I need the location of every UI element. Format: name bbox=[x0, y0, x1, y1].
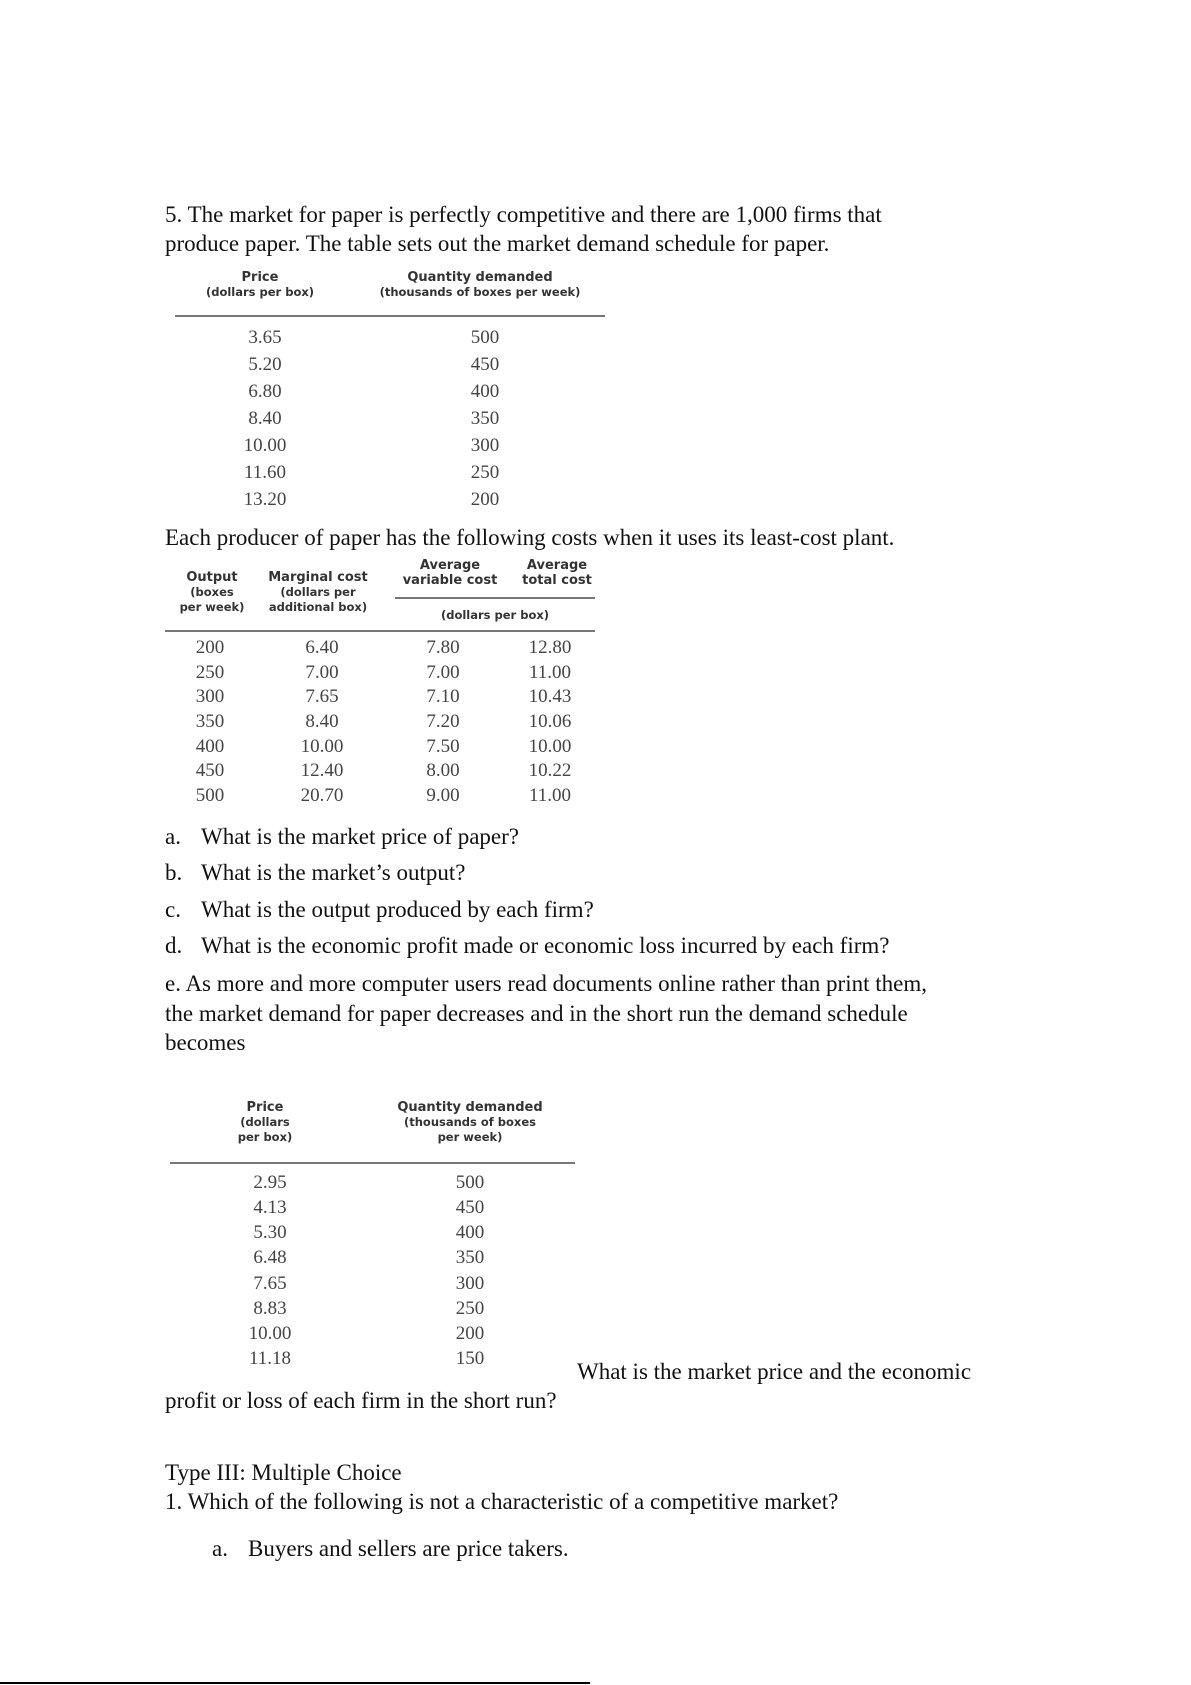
table-cell: 8.00 bbox=[426, 760, 460, 781]
table-cell: 11.60 bbox=[243, 462, 287, 483]
question-text: What is the economic profit made or economic loss incurred by each firm? bbox=[201, 933, 890, 958]
mc-question-1: 1. Which of the following is not a characteristic of a competitive market? bbox=[165, 1489, 839, 1514]
table-cell: 6.80 bbox=[248, 381, 282, 402]
table-cell: 300 bbox=[470, 435, 500, 456]
table-cell: 7.50 bbox=[426, 736, 460, 757]
table-cell: 7.65 bbox=[305, 686, 339, 707]
table-cell: 7.00 bbox=[426, 662, 460, 683]
cost-intro: Each producer of paper has the following costs when it uses its least-cost plant. bbox=[165, 525, 895, 550]
header-sublabel: (dollars per bbox=[280, 585, 356, 599]
table-cell: 10.00 bbox=[528, 736, 572, 757]
page-edge-rule bbox=[0, 1682, 590, 1684]
header-label: Output bbox=[186, 570, 238, 585]
question-e-line-1: e. As more and more computer users read documents online rather than print them, bbox=[165, 971, 927, 996]
table-cell: 450 bbox=[455, 1197, 485, 1218]
table-cell: 200 bbox=[470, 489, 500, 510]
table-cell: 400 bbox=[470, 381, 500, 402]
table-cell: 7.65 bbox=[253, 1273, 287, 1294]
cost-header-output bbox=[172, 570, 252, 615]
demand-header-price bbox=[185, 270, 335, 300]
table-cell: 150 bbox=[455, 1348, 485, 1369]
cost-header-unit bbox=[395, 608, 595, 623]
question-text: What is the market price of paper? bbox=[201, 824, 520, 849]
table-cell: 5.30 bbox=[253, 1222, 287, 1243]
table-cell: 7.10 bbox=[426, 686, 460, 707]
problem-5-intro-line-2: produce paper. The table sets out the market demand schedule for paper. bbox=[165, 231, 830, 256]
demand-header-qty bbox=[365, 270, 595, 300]
table-cell: 7.80 bbox=[426, 637, 460, 658]
header-label: Price bbox=[246, 1100, 284, 1115]
header-label: Average bbox=[526, 558, 588, 573]
table-cell: 10.00 bbox=[248, 1323, 292, 1344]
table-cell: 6.48 bbox=[253, 1247, 287, 1268]
header-label: variable cost bbox=[402, 573, 498, 588]
table-cell: 350 bbox=[470, 408, 500, 429]
table-cell: 10.00 bbox=[300, 736, 344, 757]
question-label: a. bbox=[165, 824, 181, 849]
table-cell: 500 bbox=[470, 327, 500, 348]
question-label: b. bbox=[165, 860, 183, 885]
question-e-line-3: becomes bbox=[165, 1030, 246, 1055]
mc-option-a bbox=[212, 1534, 569, 1563]
section-title: Type III: Multiple Choice bbox=[165, 1460, 402, 1485]
new-demand-header-qty bbox=[385, 1100, 555, 1145]
table-cell: 450 bbox=[195, 760, 225, 781]
table-cell: 350 bbox=[455, 1247, 485, 1268]
question-label: c. bbox=[165, 897, 181, 922]
header-rule bbox=[170, 1162, 575, 1164]
header-sublabel: (dollars per box) bbox=[440, 608, 550, 622]
table-cell: 300 bbox=[455, 1273, 485, 1294]
table-cell: 8.40 bbox=[305, 711, 339, 732]
question-label: d. bbox=[165, 933, 183, 958]
question-text: What is the output produced by each firm? bbox=[201, 897, 594, 922]
table-cell: 8.83 bbox=[253, 1298, 287, 1319]
subheader-rule bbox=[395, 597, 595, 599]
table-cell: 4.13 bbox=[253, 1197, 287, 1218]
table-cell: 6.40 bbox=[305, 637, 339, 658]
question-c bbox=[165, 897, 594, 923]
table-cell: 400 bbox=[455, 1222, 485, 1243]
header-label: Average bbox=[419, 558, 481, 573]
new-demand-header-price bbox=[225, 1100, 305, 1145]
option-label: a. bbox=[212, 1536, 228, 1561]
table-cell: 10.00 bbox=[243, 435, 287, 456]
table-cell: 250 bbox=[195, 662, 225, 683]
table-cell: 500 bbox=[195, 785, 225, 806]
table-cell: 11.00 bbox=[528, 785, 572, 806]
header-sublabel: (thousands of boxes per week) bbox=[379, 285, 581, 299]
header-label: Quantity demanded bbox=[407, 270, 553, 285]
table-cell: 400 bbox=[195, 736, 225, 757]
header-sublabel: additional box) bbox=[268, 600, 368, 614]
table-cell: 11.00 bbox=[528, 662, 572, 683]
table-cell: 10.22 bbox=[528, 760, 572, 781]
table-cell: 13.20 bbox=[243, 489, 287, 510]
table-cell: 300 bbox=[195, 686, 225, 707]
question-d bbox=[165, 933, 889, 959]
cost-header-mc bbox=[258, 570, 378, 615]
table-cell: 7.00 bbox=[305, 662, 339, 683]
table-cell: 250 bbox=[455, 1298, 485, 1319]
header-rule bbox=[175, 315, 605, 317]
table-cell: 2.95 bbox=[253, 1172, 287, 1193]
table-cell: 8.40 bbox=[248, 408, 282, 429]
table-cell: 350 bbox=[195, 711, 225, 732]
header-sublabel: per box) bbox=[237, 1130, 293, 1144]
problem-5-intro-line-1: 5. The market for paper is perfectly competitive and there are 1,000 firms that bbox=[165, 202, 882, 227]
table-cell: 200 bbox=[455, 1323, 485, 1344]
table-cell: 12.80 bbox=[528, 637, 572, 658]
table-cell: 20.70 bbox=[300, 785, 344, 806]
header-sublabel: (dollars per box) bbox=[205, 285, 315, 299]
header-sublabel: per week) bbox=[179, 600, 245, 614]
table-cell: 200 bbox=[195, 637, 225, 658]
table-cell: 500 bbox=[455, 1172, 485, 1193]
question-a bbox=[165, 824, 519, 850]
question-e-line-2: the market demand for paper decreases and in the short run the demand schedule bbox=[165, 1001, 908, 1026]
question-b bbox=[165, 860, 465, 886]
header-sublabel: per week) bbox=[437, 1130, 503, 1144]
cost-header-atc bbox=[512, 558, 602, 588]
table-cell: 7.20 bbox=[426, 711, 460, 732]
table-cell: 3.65 bbox=[248, 327, 282, 348]
header-label: total cost bbox=[522, 573, 592, 588]
table-cell: 9.00 bbox=[426, 785, 460, 806]
header-sublabel: (boxes bbox=[190, 585, 234, 599]
question-text: What is the market’s output? bbox=[201, 860, 466, 885]
table-cell: 10.43 bbox=[528, 686, 572, 707]
table-cell: 12.40 bbox=[300, 760, 344, 781]
header-label: Marginal cost bbox=[268, 570, 368, 585]
cost-header-avc bbox=[395, 558, 505, 588]
header-sublabel: (thousands of boxes bbox=[403, 1115, 536, 1129]
followup-line-2: profit or loss of each firm in the short run? bbox=[165, 1388, 557, 1413]
header-label: Price bbox=[241, 270, 279, 285]
table-cell: 250 bbox=[470, 462, 500, 483]
table-cell: 11.18 bbox=[248, 1348, 292, 1369]
header-sublabel: (dollars bbox=[240, 1115, 290, 1129]
header-rule bbox=[165, 630, 595, 632]
table-cell: 5.20 bbox=[248, 354, 282, 375]
followup-line-1: What is the market price and the economic bbox=[577, 1359, 972, 1384]
header-label: Quantity demanded bbox=[397, 1100, 543, 1115]
table-cell: 450 bbox=[470, 354, 500, 375]
table-cell: 10.06 bbox=[528, 711, 572, 732]
option-text: Buyers and sellers are price takers. bbox=[248, 1536, 569, 1561]
